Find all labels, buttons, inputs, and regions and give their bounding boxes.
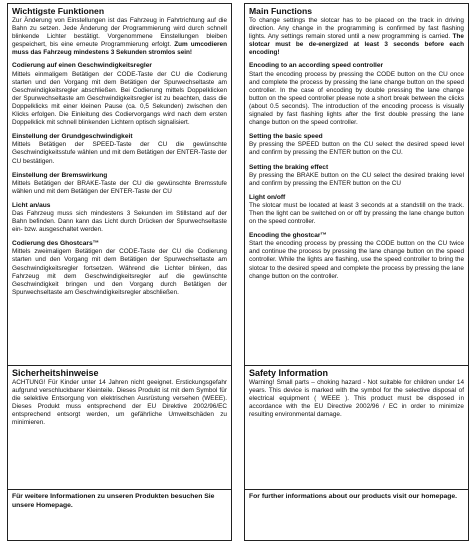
safety-text-de: ACHTUNG! Für Kinder unter 14 Jahren nicht geeignet. Erstickungsgefahr aufgrund verschluckbarer Kleinteile. Dieses Produkt ist mit dem Symbol für die selektive Entsorgung von elektrischen Ausrüstung versehen (WEEE). Dieses Produkt muss entsprechend der EU Direktive 2002/96/EC entsprechend entsorgt werden, um gefährliche Umweltschäden zu minimieren. <box>12 379 227 427</box>
section-text-de-encoding: Mittels einmaligem Betätigen der CODE-Taste der CU die Codierung starten und den Vorgang mit dem Betätigen der Spurwechseltaste am Geschwindigkeitsregler abschließen. Bei Codierung mittels Doppelklicken der Spurwechseltaste am Geschwindigkeitsregler ist zu beachten, dass die Doppelklicks mit einer kleinen Pause (ca. 0,5 Sekunden) zwischen den Klicks erfolgen. Die Einleitung des Codiervorgangs wird nach dem ersten Doppelklick mit schnell blinkenden Lichtern optisch signalisiert. <box>12 70 227 127</box>
section-heading-en-brake: Setting the braking effect <box>249 163 329 171</box>
english-footer-box <box>245 490 468 540</box>
section-heading-de-light: Licht an/aus <box>12 201 51 209</box>
section-text-de-brake: Mittels Betätigen der BRAKE-Taste der CU die gewünschte Bremsstufe wählen und mit dem Betätigen der ENTER-Taste der CU <box>12 179 227 195</box>
footer-text-de: Für weitere Informationen zu unseren Produkten besuchen Sie unsere Homepage. <box>12 493 215 509</box>
german-column <box>7 3 232 541</box>
section-heading-en-ghostcar: Encoding the ghostcar™ <box>249 232 328 240</box>
intro-plain-de: Zur Änderung von Einstellungen ist das Fahrzeug in Fahrtrichtung auf die Bahn zu setzen. Jede Änderung der Programmierung wird durch schnell blinkende Lichter bestätigt. Vorgenommene Einstellungen bleiben gespeichert, bis eine erneute Programmierung erfolgt. <box>12 17 227 49</box>
intro-text-en <box>249 17 464 57</box>
intro-bold-en: The slotcar must be de-energized at least 3 seconds before each encoding! <box>249 33 464 57</box>
safety-title-de: Sicherheitshinweise <box>12 368 99 378</box>
section-text-en-encoding: Start the encoding process by pressing the CODE button on the CU once and complete the process by pressing the lane change button on the speed controller. In the case of encoding by double pressing the lane change button on the speed controller please note a short break between the clicks (about 0.5 seconds). The introduction of the encoding process is visually signaled by fast flashing lights after the first double pressing the lane change button on the speed controller. <box>249 70 464 127</box>
english-main-functions-box <box>245 4 468 366</box>
section-heading-en-encoding: Encoding to an according speed controller <box>249 62 384 70</box>
section-heading-de-speed: Einstellung der Grundgeschwindigkeit <box>12 133 133 141</box>
section-text-en-speed: By pressing the SPEED button on the CU select the desired speed level and confirm by pressing the ENTER button on the CU. <box>249 141 464 157</box>
main-functions-title-en: Main Functions <box>249 6 313 16</box>
german-safety-box <box>8 366 231 490</box>
section-text-de-speed: Mittels Betätigen der SPEED-Taste der CU die gewünschte Geschwindigkeitsstufe wählen und mit dem Betätigen der ENTER-Taste der CU bestätigen. <box>12 141 227 165</box>
main-functions-title-de: Wichtigste Funktionen <box>12 6 105 16</box>
section-text-en-brake: By pressing the BRAKE button on the CU select the desired braking level and confirm by pressing the ENTER button on the CU <box>249 171 464 187</box>
safety-title-en: Safety Information <box>249 368 329 378</box>
intro-plain-en: To change settings the slotcar has to be placed on the track in driving direction. Any change in the programming is confirmed by fast flashing lights. Any settings remain stored until a new programming is carried. <box>249 17 464 41</box>
section-heading-en-light: Light on/off <box>249 193 286 201</box>
english-column <box>244 3 469 541</box>
section-heading-de-ghostcar: Codierung des Ghostcars™ <box>12 240 100 248</box>
intro-bold-de: Zum umcodieren muss das Fahrzeug mindestens 3 Sekunden stromlos sein! <box>12 41 227 57</box>
english-safety-box <box>245 366 468 490</box>
intro-text-de <box>12 17 227 57</box>
section-heading-en-speed: Setting the basic speed <box>249 133 323 141</box>
section-heading-de-encoding: Codierung auf einen Geschwindigkeitsregler <box>12 62 152 70</box>
section-heading-de-brake: Einstellung der Bremswirkung <box>12 171 108 179</box>
footer-text-en: For further informations about our products visit our homepage. <box>249 493 458 500</box>
section-text-en-ghostcar: Start the encoding process by pressing the CODE button on the CU twice and continue the process by pressing the lane change button on the speed controller. While the lights are flashing, use the speed controller to bring the slotcar to the desired speed and complete the process by pressing the lane change button on the controller. <box>249 240 464 280</box>
safety-text-en: Warning! Small parts – choking hazard - Not suitable for children under 14 years. This device is marked with the symbol for the selective disposal of electrical equipment ( WEEE ). This product must be disposed in accordance with the EU Directive 2002/96 / EC in order to minimize resulting environmental damage. <box>249 379 464 419</box>
section-text-en-light: The slotcar must be located at least 3 seconds at a standstill on the track. Then the light can be switched on or off by pressing the lane change button on the speed controller. <box>249 201 464 226</box>
german-footer-box <box>8 490 231 540</box>
german-main-functions-box <box>8 4 231 366</box>
section-text-de-ghostcar: Mittels zweimaligem Betätigen der CODE-Taste der CU die Codierung starten und den Vorgang mit dem Betätigen der Spurwechseltaste am Geschwindigkeitsregler fortsetzen. Während die Lichter blinken, das Fahrzeug mit dem Geschwindigkeitsregler auf die gewünschte Geschwindigkeit bringen und den Vorgang durch Betätigen der Spurwechseltaste am Geschwindigkeitsregler abschließen. <box>12 248 227 296</box>
section-text-de-light: Das Fahrzeug muss sich mindestens 3 Sekunden im Stillstand auf der Bahn befinden. Dann kann das Licht durch Drücken der Spurwechseltaste ein- bzw. ausgeschaltet werden. <box>12 209 227 234</box>
